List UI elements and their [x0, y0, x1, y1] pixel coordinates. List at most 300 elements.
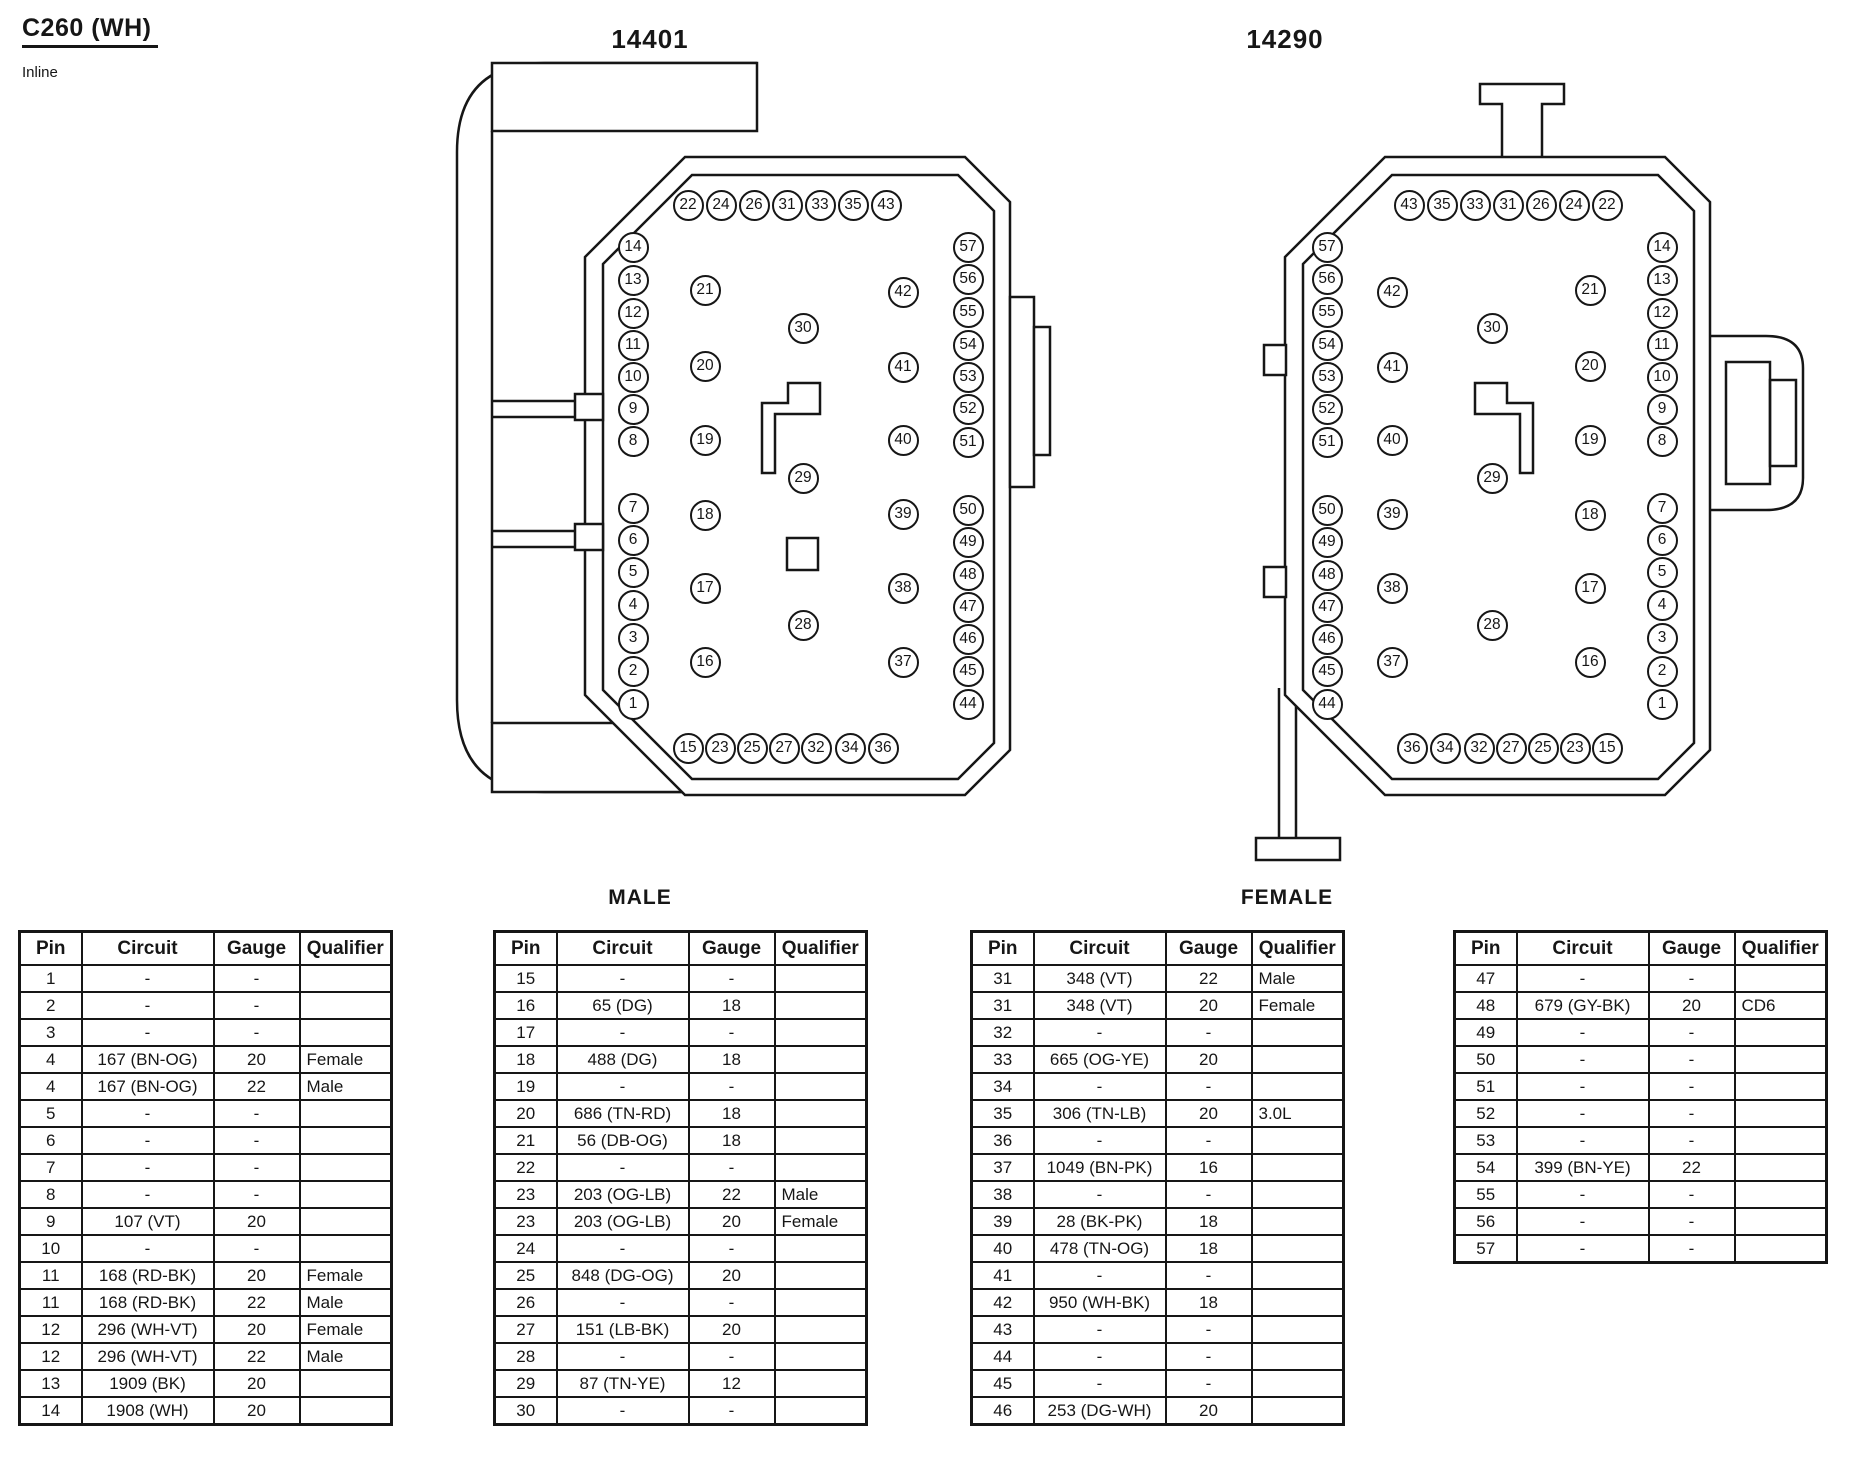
- cell-circuit: -: [1034, 1181, 1166, 1208]
- cell-qualifier: [1252, 1073, 1344, 1100]
- cell-circuit: -: [1517, 1127, 1649, 1154]
- cell-pin: 53: [1455, 1127, 1517, 1154]
- cell-qualifier: Female: [300, 1046, 392, 1073]
- cell-pin: 25: [495, 1262, 557, 1289]
- cell-pin: 12: [20, 1343, 82, 1370]
- table-row: [495, 1046, 867, 1073]
- table-row: [972, 1397, 1344, 1425]
- cell-pin: 38: [972, 1181, 1034, 1208]
- female-pin-21: 21: [1575, 275, 1606, 306]
- cell-circuit: 296 (WH-VT): [82, 1343, 214, 1370]
- cell-qualifier: [775, 1289, 867, 1316]
- male-pin-29: 29: [788, 463, 819, 494]
- table-row: [1455, 1154, 1827, 1181]
- cell-pin: 46: [972, 1397, 1034, 1425]
- cell-qualifier: [1252, 1235, 1344, 1262]
- cell-pin: 42: [972, 1289, 1034, 1316]
- table-row: [20, 1370, 392, 1397]
- male-pin-4: 4: [618, 590, 649, 621]
- cell-circuit: -: [557, 1343, 689, 1370]
- cell-gauge: 20: [214, 1370, 300, 1397]
- female-pin-55: 55: [1312, 297, 1343, 328]
- cell-circuit: 65 (DG): [557, 992, 689, 1019]
- table-row: [495, 1127, 867, 1154]
- cell-pin: 20: [495, 1100, 557, 1127]
- cell-pin: 37: [972, 1154, 1034, 1181]
- column-header-circuit: Circuit: [82, 932, 214, 966]
- table-row: [20, 1046, 392, 1073]
- cell-qualifier: [1252, 1397, 1344, 1425]
- cell-qualifier: [1735, 1181, 1827, 1208]
- cell-pin: 47: [1455, 965, 1517, 992]
- cell-qualifier: [1735, 1127, 1827, 1154]
- female-pin-37: 37: [1377, 647, 1408, 678]
- table-header-row: [20, 932, 392, 966]
- cell-qualifier: [300, 1100, 392, 1127]
- cell-pin: 11: [20, 1289, 82, 1316]
- male-pin-31: 31: [772, 190, 803, 221]
- cell-circuit: -: [557, 1154, 689, 1181]
- cell-circuit: -: [1517, 1235, 1649, 1263]
- male-pin-10: 10: [618, 362, 649, 393]
- female-pin-48: 48: [1312, 560, 1343, 591]
- male-pin-16: 16: [690, 647, 721, 678]
- cell-qualifier: [1252, 1208, 1344, 1235]
- female-pin-22: 22: [1592, 190, 1623, 221]
- cell-gauge: -: [214, 992, 300, 1019]
- cell-gauge: 22: [689, 1181, 775, 1208]
- cell-circuit: -: [82, 1181, 214, 1208]
- female-pin-29: 29: [1477, 463, 1508, 494]
- pinout-table-3: [970, 930, 1345, 1426]
- female-pin-23: 23: [1560, 733, 1591, 764]
- cell-gauge: 18: [689, 1100, 775, 1127]
- cell-gauge: -: [689, 1154, 775, 1181]
- cell-qualifier: [1252, 1262, 1344, 1289]
- cell-circuit: 296 (WH-VT): [82, 1316, 214, 1343]
- cell-circuit: -: [557, 1289, 689, 1316]
- cell-pin: 16: [495, 992, 557, 1019]
- female-pin-52: 52: [1312, 394, 1343, 425]
- cell-gauge: 18: [1166, 1289, 1252, 1316]
- cell-circuit: 306 (TN-LB): [1034, 1100, 1166, 1127]
- table-row: [20, 1397, 392, 1425]
- cell-circuit: -: [1517, 1046, 1649, 1073]
- female-pin-30: 30: [1477, 313, 1508, 344]
- male-pin-46: 46: [953, 624, 984, 655]
- cell-qualifier: [1252, 1316, 1344, 1343]
- table-header-row: [1455, 932, 1827, 966]
- cell-gauge: 20: [214, 1046, 300, 1073]
- cell-circuit: 151 (LB-BK): [557, 1316, 689, 1343]
- female-pin-46: 46: [1312, 624, 1343, 655]
- cell-qualifier: [775, 965, 867, 992]
- table-row: [495, 1100, 867, 1127]
- cell-qualifier: [300, 1019, 392, 1046]
- female-pin-25: 25: [1528, 733, 1559, 764]
- table-row: [20, 1073, 392, 1100]
- cell-gauge: 18: [1166, 1208, 1252, 1235]
- male-pin-42: 42: [888, 277, 919, 308]
- table-row: [972, 1262, 1344, 1289]
- cell-circuit: -: [82, 965, 214, 992]
- table-row: [1455, 1127, 1827, 1154]
- cell-circuit: -: [1517, 1019, 1649, 1046]
- cell-pin: 34: [972, 1073, 1034, 1100]
- male-pin-1: 1: [618, 689, 649, 720]
- cell-circuit: -: [1034, 1019, 1166, 1046]
- cell-pin: 5: [20, 1100, 82, 1127]
- male-pin-22: 22: [673, 190, 704, 221]
- cell-gauge: -: [1166, 1316, 1252, 1343]
- male-pin-5: 5: [618, 557, 649, 588]
- cell-pin: 26: [495, 1289, 557, 1316]
- column-header-pin: Pin: [972, 932, 1034, 966]
- table-row: [972, 1235, 1344, 1262]
- male-pin-53: 53: [953, 362, 984, 393]
- cell-pin: 30: [495, 1397, 557, 1425]
- cell-qualifier: [300, 1154, 392, 1181]
- female-pin-32: 32: [1464, 733, 1495, 764]
- table-row: [972, 1370, 1344, 1397]
- male-pin-17: 17: [690, 573, 721, 604]
- male-pin-28: 28: [788, 610, 819, 641]
- male-pin-35: 35: [838, 190, 869, 221]
- cell-pin: 23: [495, 1208, 557, 1235]
- cell-qualifier: Male: [300, 1289, 392, 1316]
- cell-qualifier: [300, 992, 392, 1019]
- cell-pin: 4: [20, 1046, 82, 1073]
- male-pin-38: 38: [888, 573, 919, 604]
- table-row: [495, 1397, 867, 1425]
- table-row: [972, 1154, 1344, 1181]
- table-row: [1455, 965, 1827, 992]
- cell-gauge: 20: [214, 1208, 300, 1235]
- male-pin-48: 48: [953, 560, 984, 591]
- table-row: [20, 1343, 392, 1370]
- female-pin-50: 50: [1312, 495, 1343, 526]
- cell-pin: 19: [495, 1073, 557, 1100]
- female-pin-45: 45: [1312, 656, 1343, 687]
- column-header-circuit: Circuit: [1034, 932, 1166, 966]
- male-pin-33: 33: [805, 190, 836, 221]
- cell-pin: 57: [1455, 1235, 1517, 1263]
- male-pin-30: 30: [788, 313, 819, 344]
- cell-circuit: 1909 (BK): [82, 1370, 214, 1397]
- cell-pin: 11: [20, 1262, 82, 1289]
- cell-pin: 2: [20, 992, 82, 1019]
- female-pin-51: 51: [1312, 427, 1343, 458]
- cell-gauge: 20: [1166, 1100, 1252, 1127]
- cell-gauge: 16: [1166, 1154, 1252, 1181]
- column-header-gauge: Gauge: [214, 932, 300, 966]
- female-pin-28: 28: [1477, 610, 1508, 641]
- column-header-qualifier: Qualifier: [1735, 932, 1827, 966]
- cell-qualifier: [1735, 965, 1827, 992]
- cell-qualifier: [775, 1019, 867, 1046]
- cell-gauge: -: [1166, 1019, 1252, 1046]
- column-header-circuit: Circuit: [1517, 932, 1649, 966]
- male-pin-24: 24: [706, 190, 737, 221]
- cell-pin: 51: [1455, 1073, 1517, 1100]
- table-row: [972, 1019, 1344, 1046]
- female-pin-7: 7: [1647, 493, 1678, 524]
- female-pin-27: 27: [1496, 733, 1527, 764]
- cell-pin: 56: [1455, 1208, 1517, 1235]
- cell-circuit: 1049 (BN-PK): [1034, 1154, 1166, 1181]
- cell-gauge: -: [214, 1127, 300, 1154]
- cell-circuit: -: [82, 1235, 214, 1262]
- cell-gauge: 22: [214, 1289, 300, 1316]
- cell-gauge: 22: [214, 1343, 300, 1370]
- cell-pin: 50: [1455, 1046, 1517, 1073]
- cell-gauge: 18: [1166, 1235, 1252, 1262]
- cell-qualifier: [1252, 1046, 1344, 1073]
- cell-pin: 33: [972, 1046, 1034, 1073]
- cell-gauge: 20: [214, 1316, 300, 1343]
- cell-pin: 13: [20, 1370, 82, 1397]
- cell-pin: 1: [20, 965, 82, 992]
- cell-gauge: -: [1166, 1343, 1252, 1370]
- male-pin-26: 26: [739, 190, 770, 221]
- cell-gauge: -: [689, 1289, 775, 1316]
- cell-gauge: 12: [689, 1370, 775, 1397]
- male-pin-50: 50: [953, 495, 984, 526]
- male-pin-45: 45: [953, 656, 984, 687]
- cell-pin: 22: [495, 1154, 557, 1181]
- cell-circuit: 167 (BN-OG): [82, 1046, 214, 1073]
- cell-qualifier: [775, 1262, 867, 1289]
- cell-circuit: 679 (GY-BK): [1517, 992, 1649, 1019]
- male-pin-40: 40: [888, 425, 919, 456]
- cell-pin: 9: [20, 1208, 82, 1235]
- male-pin-27: 27: [769, 733, 800, 764]
- cell-pin: 29: [495, 1370, 557, 1397]
- cell-qualifier: [775, 992, 867, 1019]
- cell-circuit: 253 (DG-WH): [1034, 1397, 1166, 1425]
- table-row: [495, 1208, 867, 1235]
- pinout-table-4: [1453, 930, 1828, 1264]
- cell-circuit: -: [1517, 1073, 1649, 1100]
- table-row: [495, 992, 867, 1019]
- cell-gauge: 20: [1166, 1046, 1252, 1073]
- cell-circuit: -: [557, 1235, 689, 1262]
- male-pin-19: 19: [690, 425, 721, 456]
- table-row: [1455, 1208, 1827, 1235]
- cell-gauge: -: [689, 1397, 775, 1425]
- column-header-qualifier: Qualifier: [775, 932, 867, 966]
- table-row: [20, 1127, 392, 1154]
- female-pin-40: 40: [1377, 425, 1408, 456]
- column-header-pin: Pin: [495, 932, 557, 966]
- male-pin-44: 44: [953, 689, 984, 720]
- cell-circuit: 168 (RD-BK): [82, 1289, 214, 1316]
- column-header-circuit: Circuit: [557, 932, 689, 966]
- table-row: [20, 965, 392, 992]
- female-pin-6: 6: [1647, 525, 1678, 556]
- column-header-gauge: Gauge: [689, 932, 775, 966]
- table-header-row: [495, 932, 867, 966]
- cell-gauge: -: [1649, 1181, 1735, 1208]
- cell-circuit: -: [557, 1073, 689, 1100]
- cell-pin: 15: [495, 965, 557, 992]
- cell-circuit: -: [82, 1154, 214, 1181]
- cell-qualifier: [1252, 1181, 1344, 1208]
- female-pin-44: 44: [1312, 689, 1343, 720]
- female-pin-36: 36: [1397, 733, 1428, 764]
- cell-gauge: 22: [214, 1073, 300, 1100]
- cell-qualifier: [1735, 1073, 1827, 1100]
- cell-circuit: 167 (BN-OG): [82, 1073, 214, 1100]
- cell-circuit: 168 (RD-BK): [82, 1262, 214, 1289]
- table-row: [20, 1154, 392, 1181]
- female-pin-38: 38: [1377, 573, 1408, 604]
- cell-circuit: 56 (DB-OG): [557, 1127, 689, 1154]
- table-row: [1455, 1073, 1827, 1100]
- male-pin-11: 11: [618, 330, 649, 361]
- male-pin-49: 49: [953, 527, 984, 558]
- cell-pin: 21: [495, 1127, 557, 1154]
- table-row: [20, 1100, 392, 1127]
- cell-circuit: -: [557, 1019, 689, 1046]
- table-row: [1455, 1019, 1827, 1046]
- male-gender-label: MALE: [608, 886, 672, 909]
- cell-pin: 39: [972, 1208, 1034, 1235]
- cell-gauge: 20: [1649, 992, 1735, 1019]
- cell-gauge: 20: [689, 1208, 775, 1235]
- cell-qualifier: [300, 1181, 392, 1208]
- male-pin-14: 14: [618, 232, 649, 263]
- female-pin-34: 34: [1430, 733, 1461, 764]
- cell-qualifier: [1735, 1100, 1827, 1127]
- cell-gauge: 22: [1166, 965, 1252, 992]
- cell-circuit: -: [1034, 1370, 1166, 1397]
- pinout-table-1: [18, 930, 393, 1426]
- cell-qualifier: [775, 1046, 867, 1073]
- table-row: [20, 1316, 392, 1343]
- table-row: [972, 1289, 1344, 1316]
- cell-pin: 10: [20, 1235, 82, 1262]
- male-pin-20: 20: [690, 351, 721, 382]
- cell-circuit: 399 (BN-YE): [1517, 1154, 1649, 1181]
- cell-pin: 32: [972, 1019, 1034, 1046]
- cell-qualifier: [775, 1154, 867, 1181]
- cell-circuit: 203 (OG-LB): [557, 1181, 689, 1208]
- table-row: [20, 1208, 392, 1235]
- table-row: [972, 1181, 1344, 1208]
- cell-gauge: -: [214, 1100, 300, 1127]
- cell-pin: 43: [972, 1316, 1034, 1343]
- cell-gauge: -: [689, 1343, 775, 1370]
- cell-gauge: -: [214, 1181, 300, 1208]
- cell-pin: 52: [1455, 1100, 1517, 1127]
- table-row: [20, 1262, 392, 1289]
- table-row: [495, 1316, 867, 1343]
- cell-qualifier: [775, 1370, 867, 1397]
- cell-circuit: -: [82, 1100, 214, 1127]
- cell-qualifier: [1735, 1019, 1827, 1046]
- female-pin-18: 18: [1575, 500, 1606, 531]
- table-row: [972, 1316, 1344, 1343]
- female-pin-3: 3: [1647, 623, 1678, 654]
- male-pin-36: 36: [868, 733, 899, 764]
- cell-circuit: 686 (TN-RD): [557, 1100, 689, 1127]
- female-pin-24: 24: [1559, 190, 1590, 221]
- page-title: C260 (WH): [22, 14, 158, 48]
- cell-gauge: -: [1166, 1073, 1252, 1100]
- table-row: [20, 1235, 392, 1262]
- cell-gauge: 22: [1649, 1154, 1735, 1181]
- cell-qualifier: [1252, 1370, 1344, 1397]
- cell-qualifier: [1735, 1046, 1827, 1073]
- female-pin-42: 42: [1377, 277, 1408, 308]
- cell-pin: 48: [1455, 992, 1517, 1019]
- cell-qualifier: Male: [775, 1181, 867, 1208]
- cell-pin: 24: [495, 1235, 557, 1262]
- female-pin-33: 33: [1460, 190, 1491, 221]
- female-pin-35: 35: [1427, 190, 1458, 221]
- cell-qualifier: Male: [1252, 965, 1344, 992]
- male-pin-41: 41: [888, 352, 919, 383]
- table-row: [1455, 992, 1827, 1019]
- table-header-row: [972, 932, 1344, 966]
- cell-gauge: -: [1649, 965, 1735, 992]
- male-pin-12: 12: [618, 298, 649, 329]
- cell-circuit: -: [1517, 965, 1649, 992]
- cell-circuit: -: [82, 1127, 214, 1154]
- table-row: [495, 1073, 867, 1100]
- female-pin-10: 10: [1647, 362, 1678, 393]
- male-pin-51: 51: [953, 427, 984, 458]
- cell-qualifier: [1735, 1154, 1827, 1181]
- cell-qualifier: Male: [300, 1073, 392, 1100]
- female-pin-31: 31: [1493, 190, 1524, 221]
- cell-gauge: 18: [689, 1046, 775, 1073]
- table-row: [1455, 1181, 1827, 1208]
- cell-qualifier: [775, 1397, 867, 1425]
- male-pin-47: 47: [953, 592, 984, 623]
- cell-circuit: 665 (OG-YE): [1034, 1046, 1166, 1073]
- cell-qualifier: CD6: [1735, 992, 1827, 1019]
- female-pin-4: 4: [1647, 590, 1678, 621]
- table-row: [20, 1019, 392, 1046]
- female-pin-41: 41: [1377, 352, 1408, 383]
- female-pin-56: 56: [1312, 264, 1343, 295]
- female-pin-8: 8: [1647, 426, 1678, 457]
- cell-qualifier: [1252, 1289, 1344, 1316]
- cell-circuit: -: [1517, 1208, 1649, 1235]
- male-pin-56: 56: [953, 264, 984, 295]
- cell-gauge: -: [689, 1073, 775, 1100]
- cell-pin: 41: [972, 1262, 1034, 1289]
- table-row: [1455, 1235, 1827, 1263]
- cell-qualifier: [1252, 1019, 1344, 1046]
- female-gender-label: FEMALE: [1240, 886, 1334, 909]
- female-pin-15: 15: [1592, 733, 1623, 764]
- cell-circuit: -: [82, 1019, 214, 1046]
- male-pin-6: 6: [618, 525, 649, 556]
- cell-circuit: -: [1517, 1100, 1649, 1127]
- cell-gauge: -: [1649, 1235, 1735, 1263]
- cell-gauge: -: [214, 965, 300, 992]
- female-pin-43: 43: [1394, 190, 1425, 221]
- cell-gauge: -: [214, 1019, 300, 1046]
- table-row: [972, 992, 1344, 1019]
- cell-pin: 27: [495, 1316, 557, 1343]
- female-pin-11: 11: [1647, 330, 1678, 361]
- cell-circuit: -: [1034, 1073, 1166, 1100]
- cell-gauge: -: [214, 1154, 300, 1181]
